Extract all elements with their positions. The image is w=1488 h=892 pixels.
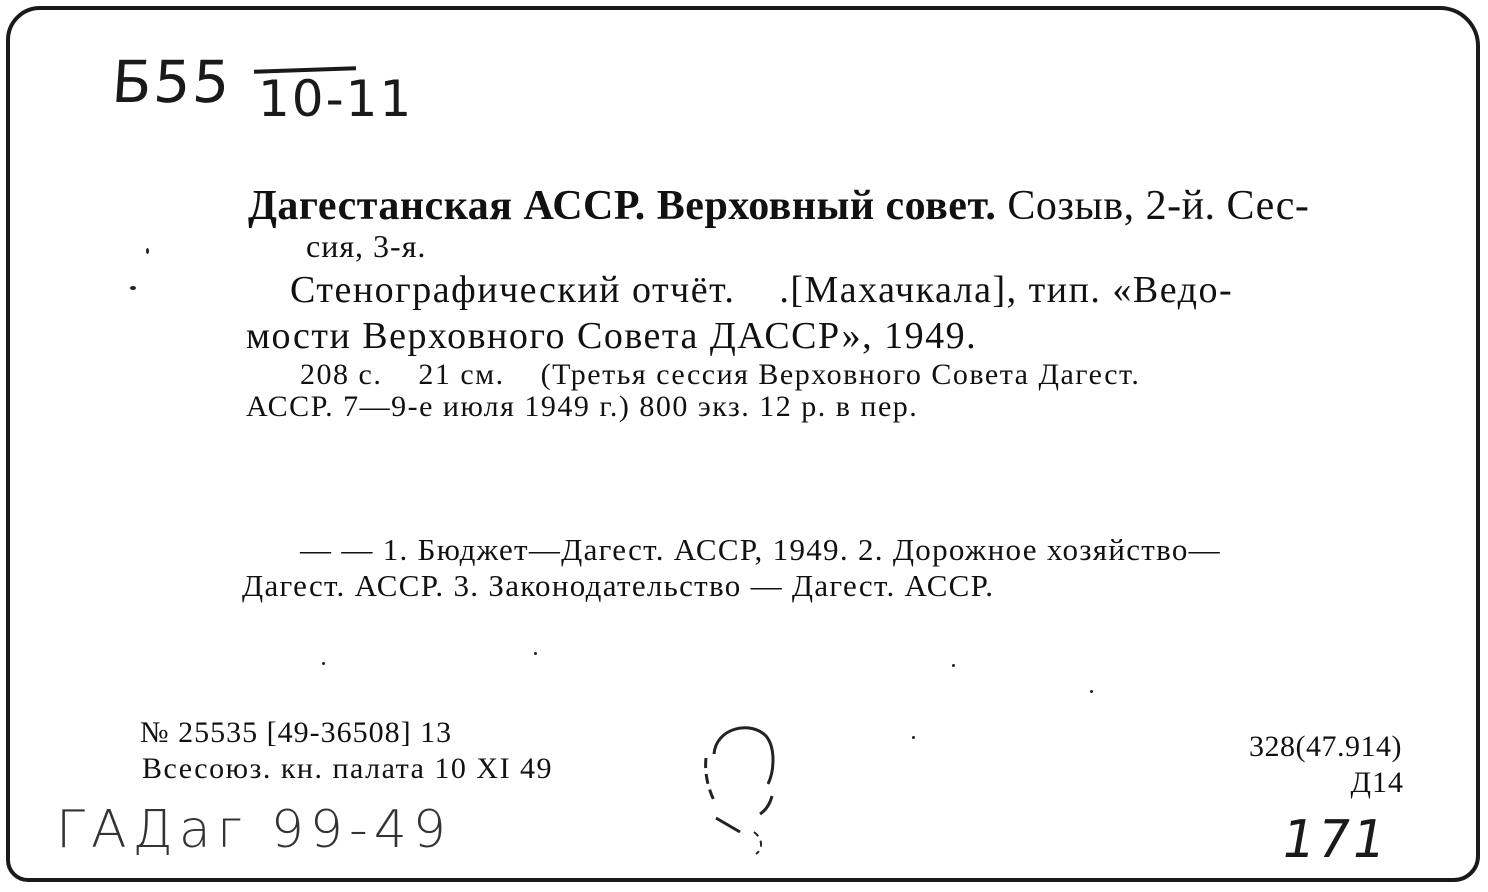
title-line-2: мости Верховного Совета ДАССР», 1949.	[246, 315, 978, 357]
subjects-line-1: — — 1. Бюджет—Дагест. АССР, 1949. 2. Дорожное хозяйство—	[300, 532, 1221, 567]
speck	[912, 736, 915, 739]
shelf-fraction: 10-11	[258, 70, 414, 128]
title-line-1: Стенографический отчёт. .[Махачкала], тип. «Ведо-	[290, 269, 1234, 311]
heading-corporate-author: Дагестанская АССР. Верховный совет.	[248, 183, 997, 229]
subjects-line-2: Дагест. АССР. 3. Законодательство — Дагест. АССР.	[242, 568, 995, 603]
book-chamber-line: Всесоюз. кн. палата 10 XI 49	[142, 752, 554, 785]
speck	[322, 662, 325, 665]
speck	[130, 286, 136, 290]
speck	[952, 664, 955, 667]
classification-code: 328(47.914)	[1249, 730, 1402, 763]
speck	[534, 652, 537, 655]
collation-line-1: 208 с. 21 см. (Третья сессия Верховного Совета Дагест.	[300, 358, 1141, 391]
handwritten-number: 171	[1276, 810, 1393, 870]
author-mark: Д14	[1350, 766, 1404, 799]
speck	[146, 248, 149, 254]
inventory-stamp: ГАДаг 99-49	[56, 800, 452, 860]
heading-session: Созыв, 2-й. Сес-	[996, 183, 1310, 229]
heading-continuation: сия, 3-я.	[306, 228, 427, 264]
punch-hole-icon	[696, 714, 792, 864]
shelf-mark: Б55	[109, 48, 234, 116]
speck	[1090, 690, 1093, 693]
collation-line-2: АССР. 7—9-е июля 1949 г.) 800 экз. 12 р. в пер.	[246, 390, 919, 423]
card-heading	[248, 182, 1309, 230]
accession-number: № 25535 [49-36508] 13	[140, 716, 453, 749]
